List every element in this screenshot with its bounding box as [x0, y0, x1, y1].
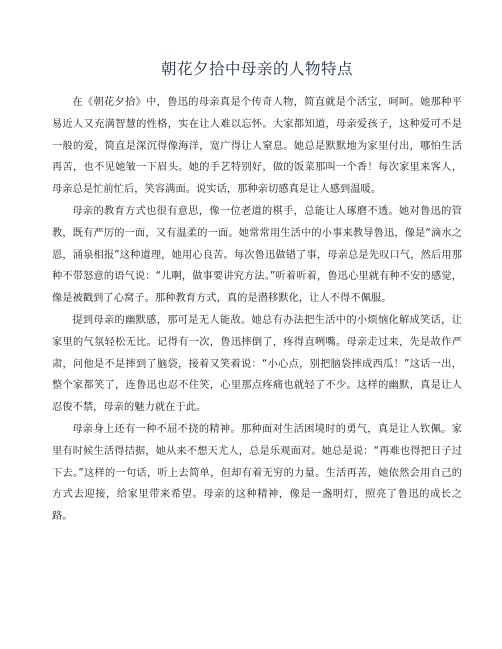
document-title: 朝花夕拾中母亲的人物特点 [160, 60, 353, 78]
paragraph-resilience: 母亲身上还有一种不屈不挠的精神。那种面对生活困境时的勇气，真是让人钦佩。家里有时候生活得拮据，她从来不想天尤人，总是乐观面对。她总是说：“再难也得把日子过下去。”这样的一句话，听上去简单，但却有着无穷的力量。生活再苦，她依然会用自己的方式去迎接，给家里带来希望。母亲的这种精神，像是一盏明灯，照亮了鲁迅的成长之路。 [52, 423, 462, 523]
paragraph-intro: 在《朝花夕拾》中，鲁迅的母亲真是个传奇人物，简直就是个活宝，呵呵。她那种平易近人又充满智慧的性格，实在让人难以忘怀。大家都知道，母亲爱孩子，这种爱可不是一般的爱，简直是深沉得像海洋，宽广得让人窒息。她总是默默地为家里付出，哪怕生活再苦，也不见她皱一下眉头。她的手艺特别好，做的饭菜那叫一个香！每次家里来客人，母亲总是忙前忙后，笑容满面。说实话，那种亲切感真是让人感到温暖。 [52, 97, 462, 196]
paragraph-education: 母亲的教育方式也很有意思，像一位老道的棋手，总能让人琢磨不透。她对鲁迅的管教，既有严厉的一面，又有温柔的一面。她常常用生活中的小事来教导鲁迅，像是“滴水之恩，涌泉相报”这种道理，她用心良苦。每次鲁迅做错了事，母亲总是先叹口气，然后用那种不带怒意的语气说：“儿啊，做事要讲究方法。”听着听着，鲁迅心里就有种不安的感觉，像是被戳到了心窝子。那种教育方式，真的是潜移默化，让人不得不佩服。 [52, 205, 462, 305]
paragraph-humor: 提到母亲的幽默感，那可是无人能敌。她总有办法把生活中的小烦恼化解成笑话，让家里的气氛轻松无比。记得有一次，鲁迅摔倒了，疼得直咧嘴。母亲走过来，先是故作严肃，问他是不是摔到了脑袋，接着又笑着说：“小心点，别把脑袋摔成西瓜！”这话一出，整个家都笑了，连鲁迅也忍不住笑，心里那点疼痛也就轻了不少。这样的幽默，真是让人忍俊不禁，母亲的魅力就在于此。 [52, 314, 462, 414]
